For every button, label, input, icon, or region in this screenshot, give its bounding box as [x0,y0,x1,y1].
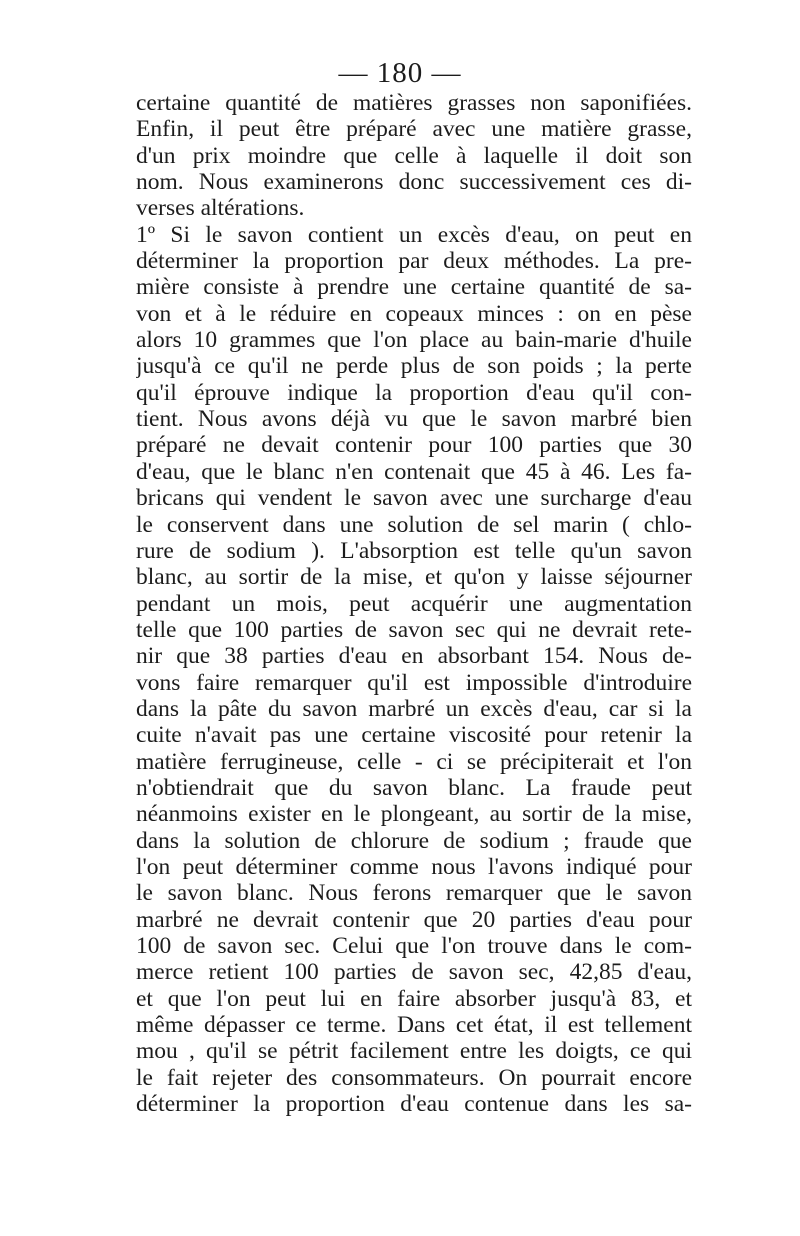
text-line: nom. Nous examinerons donc successivement ces di- [136,169,692,196]
text-line: le fait rejeter des consommateurs. On pourrait encore [136,1064,692,1091]
text-line: 100 de savon sec. Celui que l'on trouve dans le com- [136,933,692,959]
text-line: rure de sodium ). L'absorption est telle qu'un savon [136,537,692,564]
text-line: alors 10 grammes que l'on place au bain-marie d'huile [136,327,692,354]
text-line: déterminer la proportion d'eau contenue dans les sa- [136,1091,692,1118]
text-line: blanc, au sortir de la mise, et qu'on y laisse séjourner [136,564,692,591]
text-line: le conservent dans une solution de sel marin ( chlo- [136,511,692,538]
text-line: l'on peut déterminer comme nous l'avons indiqué pour [136,853,692,880]
text-line: n'obtiendrait que du savon blanc. La fraude peut [136,774,692,801]
text-line: cuite n'avait pas une certaine viscosité pour retenir la [136,722,692,749]
text-line: pendant un mois, peut acquérir une augmentation [136,590,692,617]
text-line: préparé ne devait contenir pour 100 parties que 30 [136,432,692,459]
text-line: bricans qui vendent le savon avec une surcharge d'eau [136,485,692,512]
text-line: certaine quantité de matières grasses non saponifiées. [136,90,692,116]
text-line: verses altérations. [136,195,305,222]
body-text [136,90,692,1117]
text-line: 1º Si le savon contient un excès d'eau, on peut en [136,221,692,248]
page-number: — 180 — [338,57,462,89]
text-line: Enfin, il peut être préparé avec une matière grasse, [136,116,692,143]
text-line: dans la pâte du savon marbré un excès d'eau, car si la [136,695,692,722]
text-line: matière ferrugineuse, celle - ci se précipiterait et l'on [136,748,692,775]
text-line: d'un prix moindre que celle à laquelle il doit son [136,142,692,169]
text-line: qu'il éprouve indique la proportion d'eau qu'il con- [136,379,692,406]
text-line: le savon blanc. Nous ferons remarquer que le savon [136,880,692,907]
text-line: telle que 100 parties de savon sec qui ne devrait rete- [136,616,692,643]
text-line: mou , qu'il se pétrit facilement entre les doigts, ce qui [136,1038,692,1065]
text-line: jusqu'à ce qu'il ne perde plus de son poids ; la perte [136,353,692,380]
text-line: dans la solution de chlorure de sodium ; fraude que [136,827,692,854]
text-line: merce retient 100 parties de savon sec, 42,85 d'eau, [136,959,692,986]
text-line: déterminer la proportion par deux méthodes. La pre- [136,248,692,275]
text-line: et que l'on peut lui en faire absorber jusqu'à 83, et [136,985,692,1012]
text-line: marbré ne devrait contenir que 20 parties d'eau pour [136,906,692,933]
text-line: vons faire remarquer qu'il est impossible d'introduire [136,669,692,696]
text-line: néanmoins exister en le plongeant, au sortir de la mise, [136,801,692,828]
text-line: von et à le réduire en copeaux minces : on en pèse [136,300,692,327]
text-line: tient. Nous avons déjà vu que le savon marbré bien [136,406,692,433]
text-line: même dépasser ce terme. Dans cet état, il est tellement [136,1012,692,1039]
text-line: mière consiste à prendre une certaine quantité de sa- [136,274,692,301]
text-line: d'eau, que le blanc n'en contenait que 45 à 46. Les fa- [136,458,692,485]
text-line: nir que 38 parties d'eau en absorbant 154. Nous de- [136,643,692,670]
